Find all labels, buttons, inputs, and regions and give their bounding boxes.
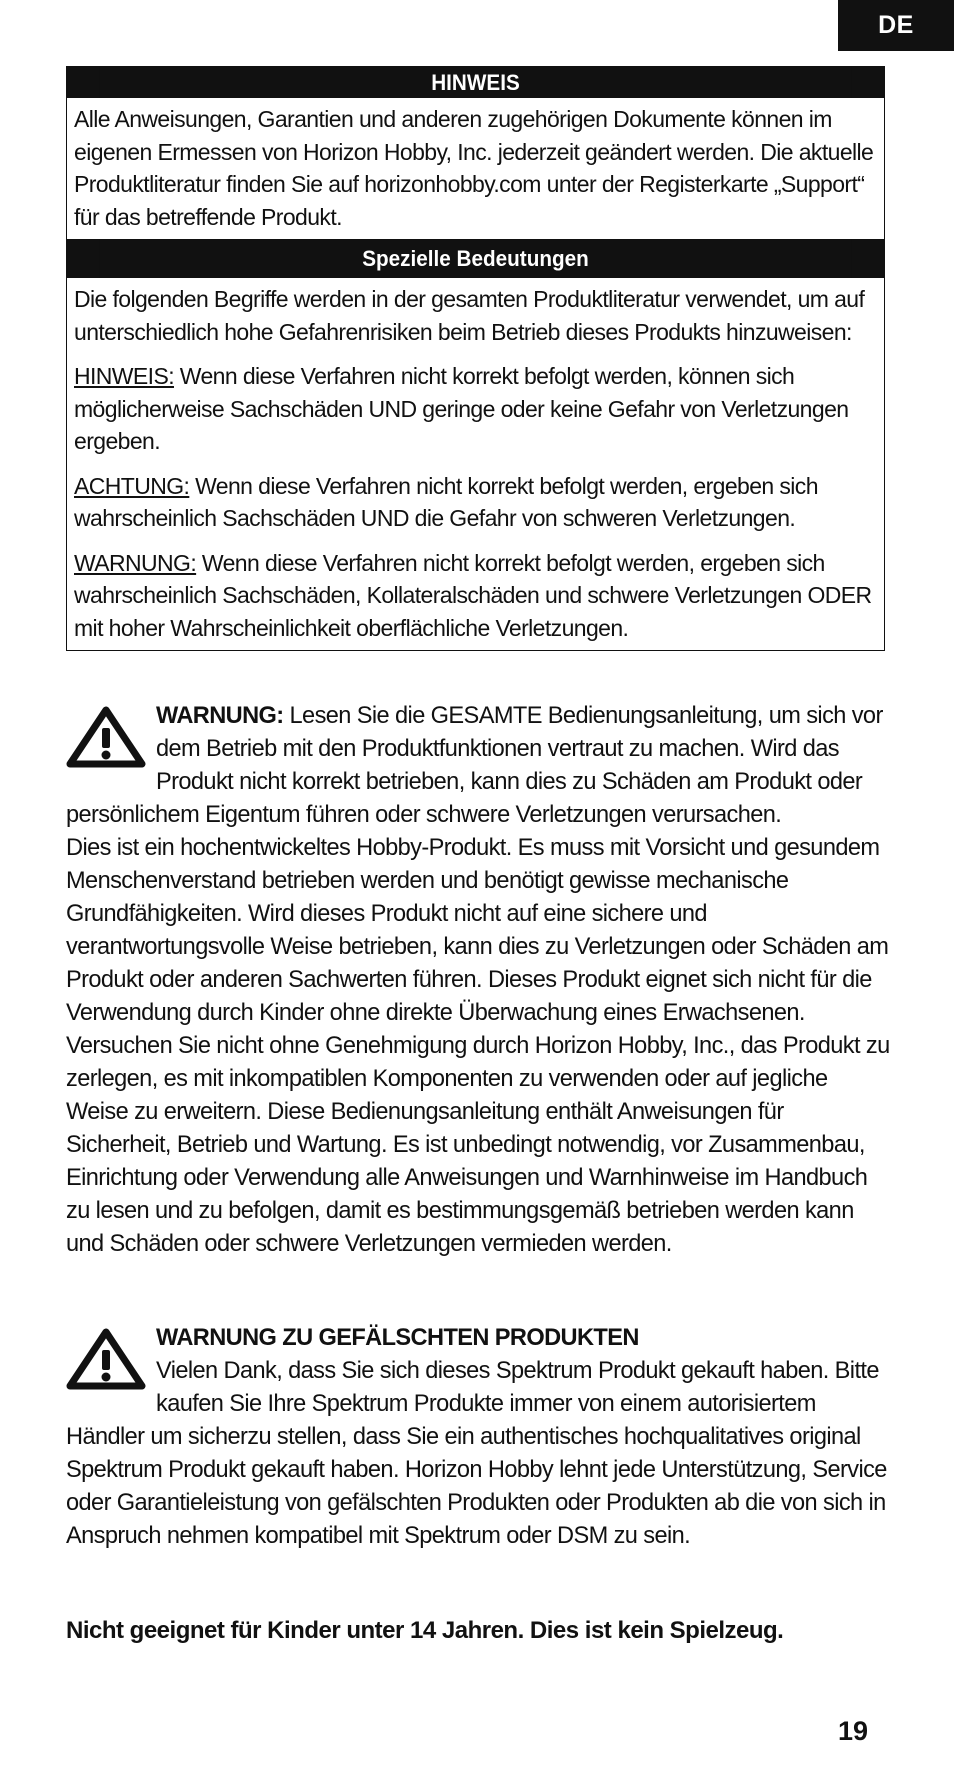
special-header-bar xyxy=(67,239,884,278)
definition-hinweis-text: Wenn diese Verfahren nicht korrekt befolgt werden, können sich möglicherweise Sachschäden UND geringe oder keine Gefahr von Verletzungen ergeben. xyxy=(74,363,849,454)
definition-achtung-text: Wenn diese Verfahren nicht korrekt befolgt werden, ergeben sich wahrscheinlich Sachschäden UND die Gefahr von schweren Verletzungen. xyxy=(74,472,818,531)
main-warning-paragraph-2: Dies ist ein hochentwickeltes Hobby-Produkt. Es muss mit Vorsicht und gesundem Menschenverstand betrieben werden und benötigt gewisse mechanische Grundfähigkeiten. Wird dieses Produkt nicht auf eine sichere und verantwortungsvolle Weise betrieben, kann dies zu Verletzungen oder Schäden am Produkt oder anderen Sachwerten führen. Dieses Produkt eignet sich nicht für die Verwendung durch Kinder ohne direkte Überwachung eines Erwachsenen. Versuchen Sie nicht ohne Genehmigung durch Horizon Hobby, Inc., das Produkt zu zerlegen, es mit inkompatiblen Komponenten zu verwenden oder auf jegliche Weise zu erweitern. Diese Bedienungsanleitung enthält Anweisungen für Sicherheit, Betrieb und Wartung. Es ist unbedingt notwendig, vor Zusammenbau, Einrichtung oder Verwendung alle Anweisungen und Warnhinweise im Handbuch zu lesen und zu befolgen, damit es bestimmungsgemäß betrieben werden kann und Schäden oder schwere Verletzungen vermieden werden. xyxy=(66,835,890,1257)
definition-warnung xyxy=(74,547,876,645)
definition-warnung-text: Wenn diese Verfahren nicht korrekt befolgt werden, ergeben sich wahrscheinlich Sachschäden, Kollateralschäden und schwere Verletzungen ODER mit hoher Wahrscheinlichkeit oberflächliche Verletzungen. xyxy=(74,549,872,641)
language-label: DE xyxy=(878,11,914,39)
notice-header-bar xyxy=(67,67,884,98)
counterfeit-warning-text: Vielen Dank, dass Sie sich dieses Spektrum Produkt gekauft haben. Bitte kaufen Sie Ihre Spektrum Produkte immer von einem autorisiertem Händler um sicherzu stellen, dass Sie ein authentisches hochqualitatives original Spektrum Produkt gekauft haben. Horizon Hobby lehnt jede Unterstützung, Service oder Garantieleistung von gefälschten Produkten oder Produkten ab die von sich in Anspruch nehmen kompatibel mit Spektrum oder DSM zu sein. xyxy=(66,1358,887,1549)
term-hinweis: HINWEIS: xyxy=(74,363,174,389)
main-warning-section xyxy=(66,700,890,1261)
special-intro: Die folgenden Begriffe werden in der gesamten Produktliteratur verwendet, um auf unterschiedlich hohe Gefahrenrisiken beim Betrieb dieses Produkts hinzuweisen: xyxy=(74,286,865,345)
main-warning-lead: WARNUNG: xyxy=(156,703,284,729)
counterfeit-warning-section xyxy=(66,1322,890,1553)
main-warning-text-1: Lesen Sie die GESAMTE Bedienungsanleitung, um sich vor dem Betrieb mit den Produktfunktionen vertraut zu machen. Wird das Produkt nicht korrekt betrieben, kann dies zu Schäden am Produkt oder persönlichem Eigentum führen oder schwere Verletzungen verursachen. xyxy=(66,703,883,828)
notice-box xyxy=(66,66,885,651)
special-header: Spezielle Bedeutungen xyxy=(100,239,852,278)
page-number: 19 xyxy=(838,1716,869,1746)
counterfeit-title-text: WARNUNG ZU GEFÄLSCHTEN PRODUKTEN xyxy=(156,1325,639,1351)
age-disclaimer: Nicht geeignet für Kinder unter 14 Jahren. Dies ist kein Spielzeug. xyxy=(66,1617,784,1644)
term-achtung: ACHTUNG: xyxy=(74,472,190,499)
notice-text-block xyxy=(67,98,884,239)
language-tab xyxy=(838,0,954,51)
main-warning-paragraph-1 xyxy=(66,700,890,832)
notice-text: Alle Anweisungen, Garantien und anderen zugehörigen Dokumente können im eigenen Ermessen von Horizon Hobby, Inc. jederzeit geändert werden. Die aktuelle Produktliteratur finden Sie auf horizonhobby.com unter der Registerkarte „Support“ für das betreffende Produkt. xyxy=(74,106,874,230)
special-text-block xyxy=(67,278,884,650)
counterfeit-warning-title xyxy=(66,1322,890,1355)
notice-header: HINWEIS xyxy=(100,67,852,98)
definition-achtung xyxy=(74,470,876,535)
warning-triangle-icon xyxy=(66,1328,146,1390)
term-warnung: WARNUNG: xyxy=(74,549,197,576)
definition-hinweis xyxy=(74,360,876,458)
warning-triangle-icon xyxy=(66,706,146,768)
